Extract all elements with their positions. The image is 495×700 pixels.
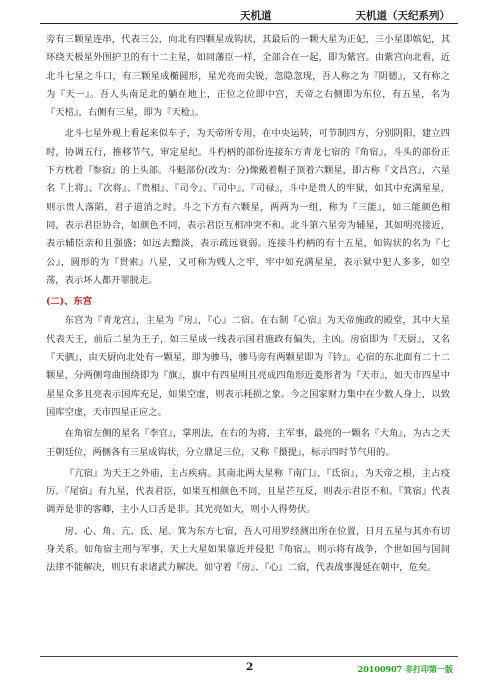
page-number: 2 — [246, 661, 254, 673]
paragraph-6: 房、心、角、亢、氐、尾、箕为东方七宿，吾人可用罗经测出所在位置，日月五星与其亦有切身关系。如角宿主刑与军事，天上大星如果靠近并侵犯『角宿』，则示将有战争，个世如国与国间法律不能解决，则只有求诸武力解决。如守着『房』、『心』二宿，代表战事漫延在朝中，危矣。 — [46, 525, 450, 574]
header-rule — [40, 23, 458, 24]
page-header — [40, 6, 458, 22]
paragraph-3: 东宫为『青龙宫』，主星为『房』，『心』二宿。在右制『心宿』为天帝施政的殿堂，其中大星代表天王，前后二星为王子，如三星成一线表示国君施政有偏失，主凶。房宿即为『天厨』，又名『天驷』，由天厨向北处有一颗星，即为骖马，骖马旁有两颗星即为『钤』。心宿的东北面有二十二颗星，分两侧弯曲围绕即为『旗』，旗中有四星明且亮成四角形近菱形者为『天市』，如天市四星中星星众多且亮表示国库充足，如果空虚，则表示耗损之象。今之国家财力集中在少数人身上，以致国库空虚，天市四星正应之。 — [46, 315, 450, 418]
document-body — [46, 31, 450, 581]
paragraph-5: 『亢宿』为天王之外庙，主占疾病。其南北两大星称『南门』、『氐宿』，为天帝之根，主占疫厉。『尾宿』有九星，代表君臣，如果互相颜色不同，且星芒互反，则表示君臣不和。『箕宿』代表调弄是非的客卿，主小人口舌是非。其光亮如大，则小人得势伏。 — [46, 467, 450, 516]
print-note: 20100907 非打印第一版 — [357, 664, 453, 674]
section-heading-east: (二)、东宫 — [46, 296, 92, 308]
footer-rule — [40, 656, 458, 657]
paragraph-1: 旁有三颗星连串，代表三公，向北有四颗星成钩状，其最后的一颗大星为正妃，三小星即嫔妃，其环绕天极星外围护卫的有十二主星，如同藩臣一样，全部合在一起，即为紫宫。由紫宫向北看，近北斗七星之斗口，有三颗星成椭圆形，星光亮而尖锐，忽隐忽现，吾人称之为『阴德』，又有称之为『天一』。吾人头南足北的躺在地上，正位之位即中宫，天帝之右侧即为东位，有五星，名为『天棓』，右侧有三星，即为『天枪』。 — [46, 34, 450, 119]
paragraph-4: 在角宿左侧的星名『李官』，掌刑法，在右的为将，主军事，最亮的一颗名『大角』，为古之天王朝廷位，两侧各有三星成钩状，分立鼎足三位，又称『摄提』，标示四时节气用的。 — [46, 428, 450, 458]
header-right-title: 天机道（天纪系列） — [355, 10, 450, 22]
header-left-title: 天机道 — [240, 10, 272, 22]
paragraph-2: 北斗七星外观上看起来似车子，为天帝所专用，在中央运转，可节制四方，分别阴阳，建立四时，协调五行，推移节气，审定星纪。斗杓柄的部份连接东方青龙七宿的『角宿』，斗头的部份正下方枕着『参宿』的上头部。斗魁部份(改为：分)像戴着帽子顶着六颗星，即古称『文昌宫』，六星名『上将』、『次将』、『贵相』、『司令』、『司中』、『司禄』，斗中是贵人的牢狱，如其中充满星星，则示贵人落陷，君子道消之时。斗之下方有六颗星，两两为一组，称为『三能』，如三能颜色相同，表示君臣协合，如颜色不同，表示君臣互相冲突不和。北斗第六星旁为辅星，其如明亮接近，表示辅臣亲和且强盛；如远去黯淡，表示疏远衰弱。连接斗杓柄的有十五星，如钩状的名为『七公』，圆形的为『贯索』八星，又可称为贱人之牢，牢中如充满星星，表示狱中犯人多多，如空荡，表示坏人都开罪脱走。 — [46, 128, 450, 286]
